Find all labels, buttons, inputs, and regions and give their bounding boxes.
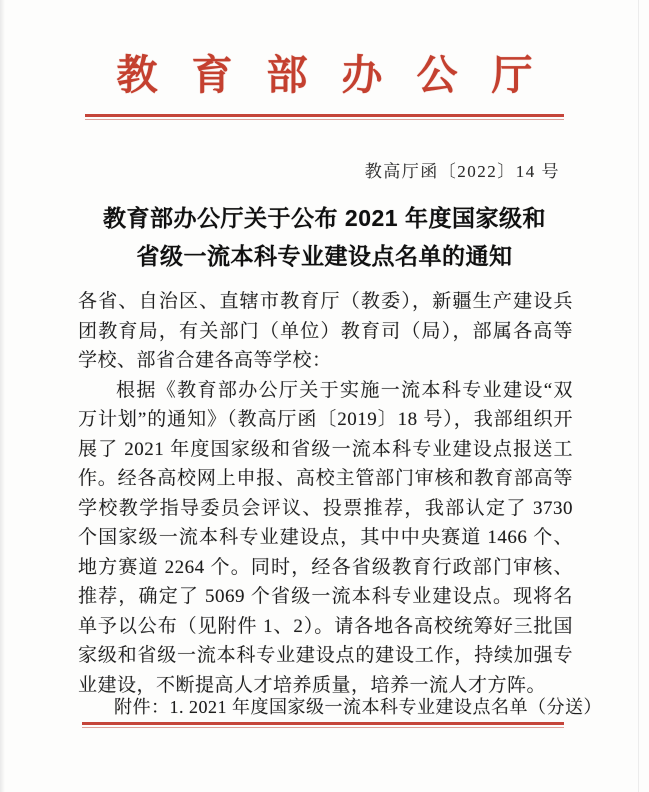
notice-title [0, 199, 649, 275]
salutation: 各省、自治区、直辖市教育厅（教委），新疆生产建设兵团教育局，有关部门（单位）教育司（局），部属各高等学校、部省合建各高等学校： [78, 291, 573, 371]
scan-edge-left [0, 0, 5, 792]
notice-title-line1: 教育部办公厅关于公布 2021 年度国家级和 [103, 205, 546, 231]
footer-divider [82, 722, 564, 725]
org-name-header: 教育部办公厅 [116, 52, 567, 98]
doc-number: 教高厅函〔2022〕14 号 [364, 162, 560, 181]
attachment-line: 附件：1. 2021 年度国家级一流本科专业建设点名单（分送） [114, 697, 602, 717]
notice-body [78, 287, 573, 700]
body-paragraph: 根据《教育部办公厅关于实施一流本科专业建设“双万计划”的通知》（教高厅函〔2019〕18 号），我部组织开展了 2021 年度国家级和省级一流本科专业建设点报送工作。经各高校网上申报、高校主管部门审核和教育部高等学校教学指导委员会评议、投票推荐，我部认定了 3730 个国家级一流本科专业建设点，其中中央赛道 1466 个、地方赛道 2264 个。同时，经各省级教育行政部门审核、推荐，确定了 5069 个省级一流本科专业建设点。现将名单予以公布（见附件 1、2）。请各地各高校统筹好三批国家级和省级一流本科专业建设点的建设工作，持续加强专业建设，不断提高人才培养质量，培养一流人才方阵。 [78, 379, 573, 696]
scan-edge-right [638, 0, 639, 792]
header-divider [85, 114, 564, 117]
notice-title-line2: 省级一流本科专业建设点名单的通知 [136, 243, 513, 269]
